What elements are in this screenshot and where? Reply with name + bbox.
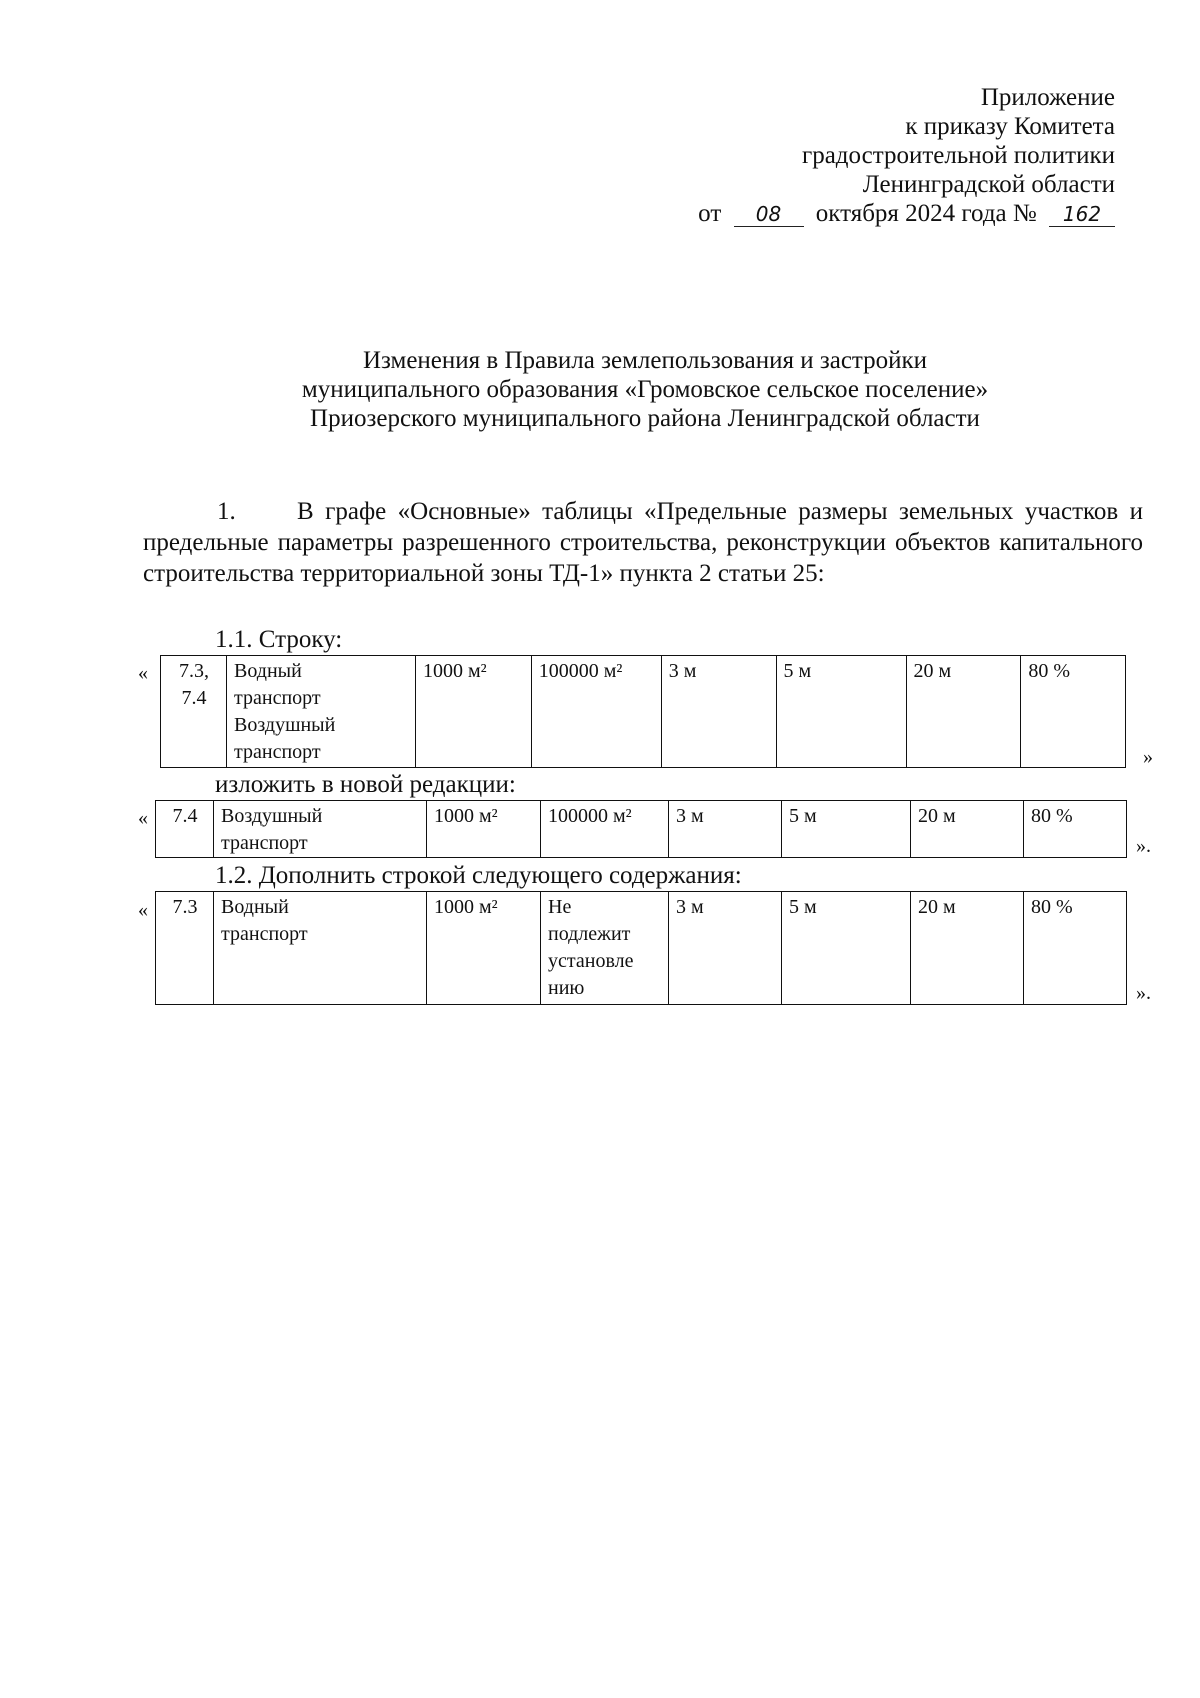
cell-indent1: 3 м — [669, 801, 782, 858]
cell-height: 20 м — [906, 656, 1021, 768]
open-quote: « — [138, 899, 148, 921]
cell-indent2: 5 м — [782, 801, 911, 858]
header-date-line — [555, 199, 1115, 228]
item-number: 1. — [217, 498, 236, 525]
appendix-header — [555, 83, 1115, 228]
header-line: к приказу Комитета — [905, 113, 1115, 140]
table-row — [156, 892, 1127, 1005]
cell-max-area: Не подлежит установле нию — [541, 892, 669, 1005]
cell-indent2: 5 м — [776, 656, 906, 768]
open-quote: « — [138, 662, 148, 684]
cell-max-area: 100000 м² — [531, 656, 661, 768]
cell-height: 20 м — [911, 892, 1024, 1005]
title-line: муниципального образования «Громовское сельское поселение» — [301, 376, 989, 403]
close-quote: ». — [1136, 982, 1151, 1004]
cell-indent1: 3 м — [669, 892, 782, 1005]
cell-code: 7.3 — [156, 892, 214, 1005]
table-new-row — [155, 800, 1127, 858]
cell-max-area: 100000 м² — [541, 801, 669, 858]
date-prefix: от — [698, 200, 722, 227]
title-line: Приозерского муниципального района Ленинградской области — [310, 405, 980, 432]
header-line: Ленинградской области — [862, 171, 1115, 198]
cell-indent2: 5 м — [782, 892, 911, 1005]
close-quote: » — [1143, 746, 1153, 768]
cell-coverage: 80 % — [1021, 656, 1126, 768]
handwritten-order-number: 162 — [1049, 202, 1115, 227]
table-row — [156, 801, 1127, 858]
table-added-row — [155, 891, 1127, 1005]
cell-code: 7.3, 7.4 — [161, 656, 227, 768]
handwritten-day: 08 — [734, 202, 804, 227]
header-line: градостроительной политики — [801, 142, 1115, 169]
cell-coverage: 80 % — [1024, 801, 1127, 858]
table-old-row — [160, 655, 1126, 768]
cell-name: Водный транспорт — [214, 892, 427, 1005]
section-heading: 1.1. Строку: — [215, 626, 343, 653]
intro-text: В графе «Основные» таблицы «Предельные размеры земельных участков и предельные параметры разрешенного строительства, реконструкции объектов капитального строительства территориальной зоны ТД-1» пункта 2 статьи 25: — [143, 498, 1143, 587]
close-quote: ». — [1136, 835, 1151, 857]
cell-name: Водный транспорт Воздушный транспорт — [227, 656, 416, 768]
section-heading: изложить в новой редакции: — [215, 771, 516, 798]
header-line: Приложение — [980, 84, 1115, 111]
cell-min-area: 1000 м² — [415, 656, 531, 768]
cell-name: Воздушный транспорт — [214, 801, 427, 858]
cell-height: 20 м — [911, 801, 1024, 858]
cell-code: 7.4 — [156, 801, 214, 858]
cell-coverage: 80 % — [1024, 892, 1127, 1005]
document-title — [125, 346, 1165, 433]
section-heading: 1.2. Дополнить строкой следующего содержания: — [215, 862, 742, 889]
cell-indent1: 3 м — [661, 656, 776, 768]
intro-paragraph — [143, 496, 1143, 589]
date-middle: октября 2024 года № — [815, 200, 1037, 227]
table-row — [161, 656, 1126, 768]
cell-min-area: 1000 м² — [427, 801, 541, 858]
cell-min-area: 1000 м² — [427, 892, 541, 1005]
open-quote: « — [138, 807, 148, 829]
title-line: Изменения в Правила землепользования и застройки — [362, 347, 928, 374]
